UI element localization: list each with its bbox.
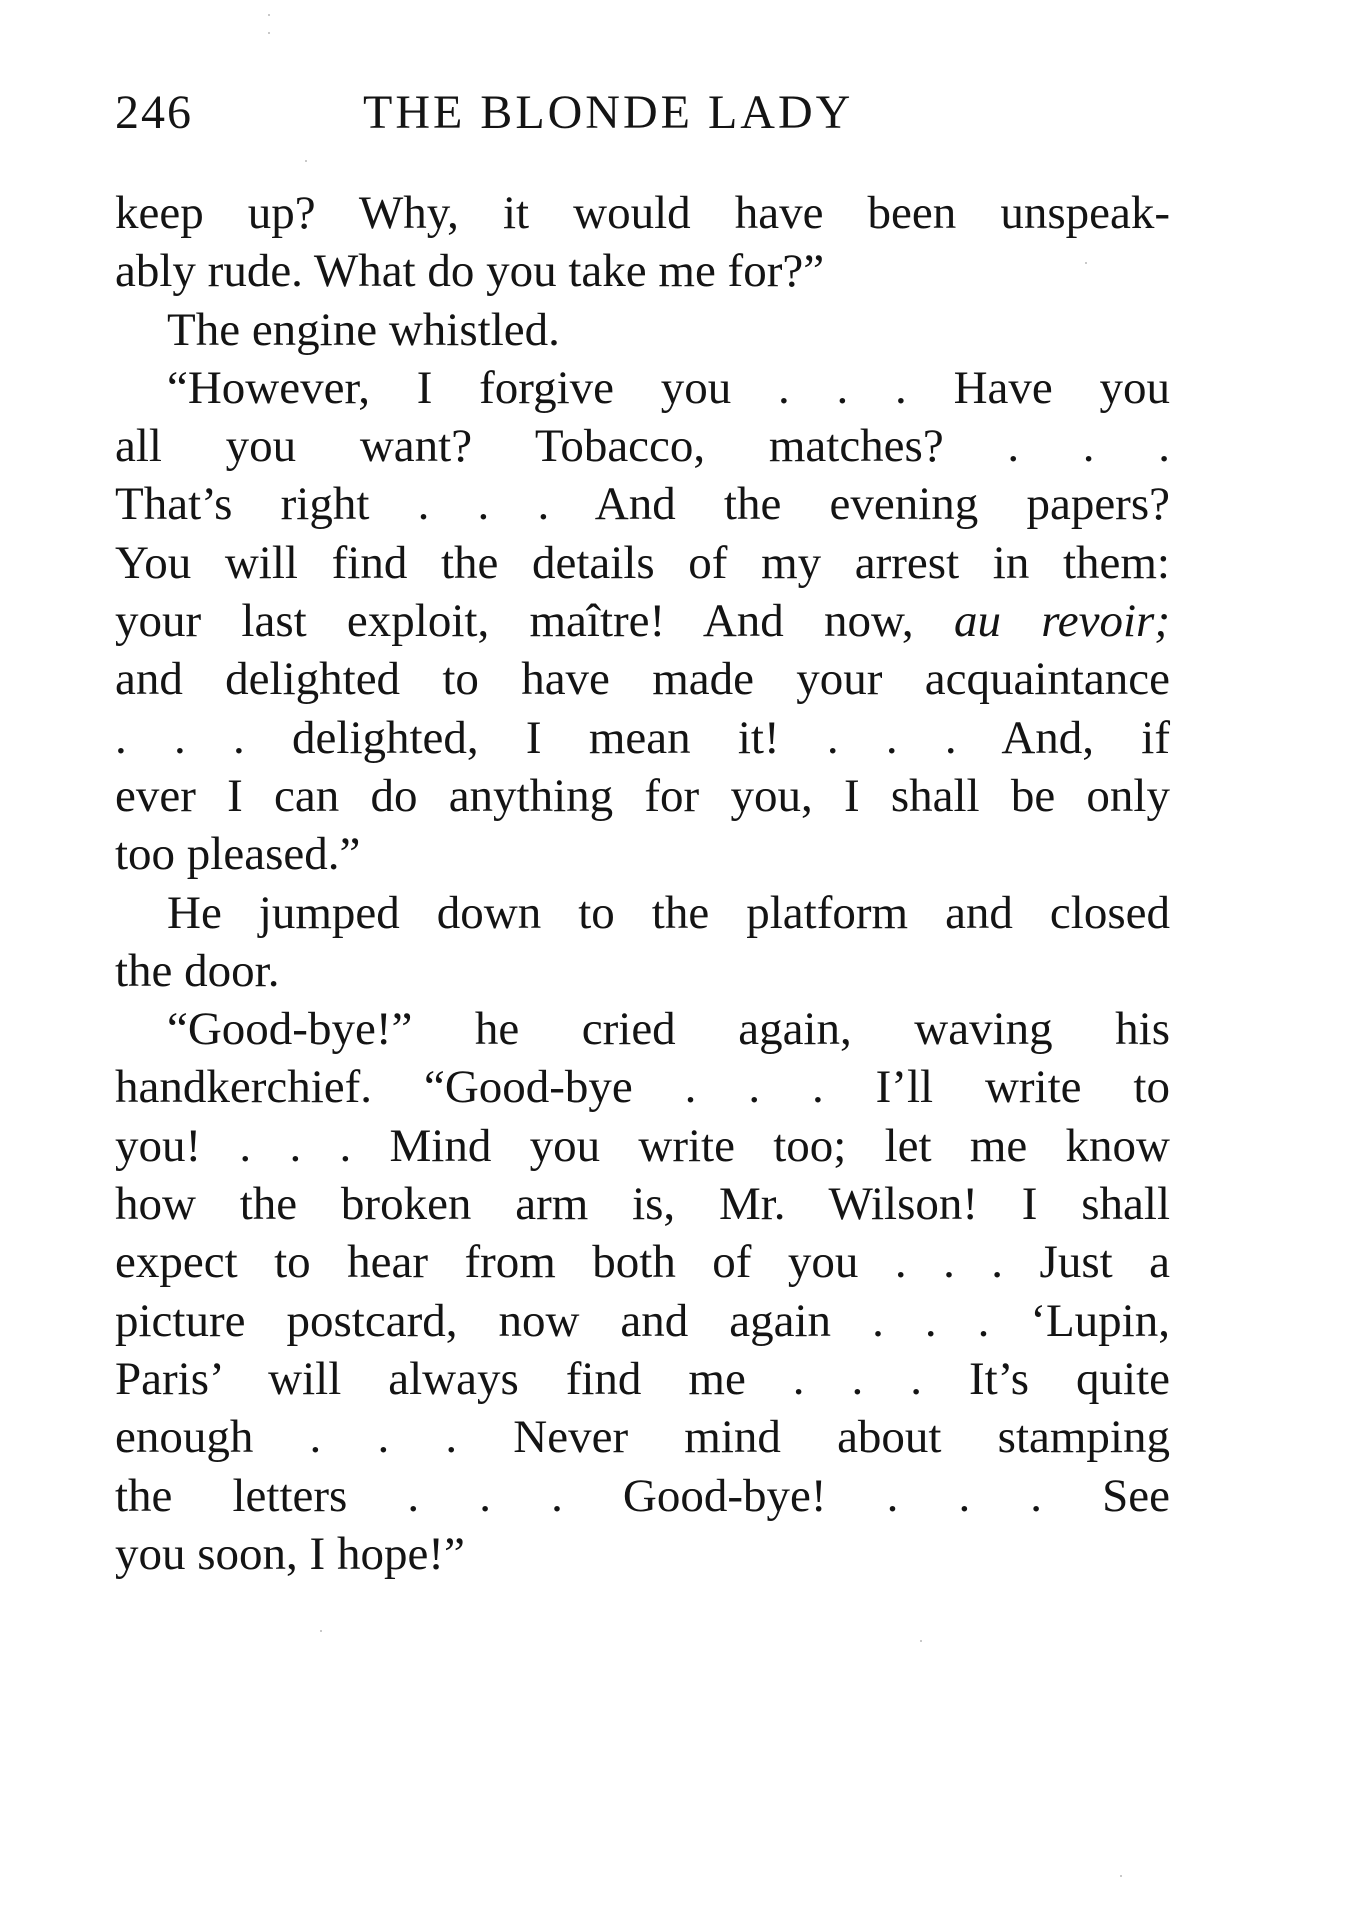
text-line: and delighted to have made your acquaintance [115,653,1170,706]
italic-phrase: au revoir; [953,595,1170,648]
page-header [115,78,1165,148]
running-title: THE BLONDE LADY [363,86,854,139]
text-line: He jumped down to the platform and closed [167,886,1170,939]
paper-speck [920,1640,922,1642]
text-line: . . . delighted, I mean it! . . . And, if [115,711,1170,764]
text-line: “Good-bye!” he cried again, waving his [167,1003,1170,1056]
text-line: picture postcard, now and again . . . ‘Lupin, [115,1294,1170,1347]
text-line: the letters . . . Good-bye! . . . See [115,1469,1170,1522]
paper-speck [268,32,270,34]
text-line: expect to hear from both of you . . . Just a [115,1236,1170,1289]
text-line: The engine whistled. [167,303,560,356]
text-line: Paris’ will always find me . . . It’s quite [115,1352,1170,1405]
text-line: ever I can do anything for you, I shall be only [115,769,1170,822]
text-line: keep up? Why, it would have been unspeak- [115,187,1170,239]
page-number: 246 [115,86,193,139]
paper-speck [1120,1875,1122,1877]
paper-speck [305,160,307,162]
text-line: you! . . . Mind you write too; let me know [115,1119,1170,1172]
text-line: all you want? Tobacco, matches? . . . [115,420,1170,473]
paper-speck [1085,262,1087,264]
text-line: how the broken arm is, Mr. Wilson! I shall [115,1178,1170,1231]
text-line: ably rude. What do you take me for?” [115,245,825,298]
body-text [115,184,1170,1583]
text-line: the door. [115,944,280,997]
text-line: too pleased.” [115,828,361,881]
text-line: you soon, I hope!” [115,1527,465,1580]
text-fragment: your last exploit, maître! And now, [115,595,914,648]
text-line: “However, I forgive you . . . Have you [167,361,1170,414]
text-line: handkerchief. “Good-bye . . . I’ll write to [115,1061,1170,1114]
text-line: That’s right . . . And the evening papers? [115,478,1170,531]
text-line: You will find the details of my arrest in them: [115,536,1170,589]
paper-speck [268,14,270,16]
text-line [115,592,1170,650]
text-line: enough . . . Never mind about stamping [115,1411,1170,1464]
paper-speck [320,1630,322,1632]
